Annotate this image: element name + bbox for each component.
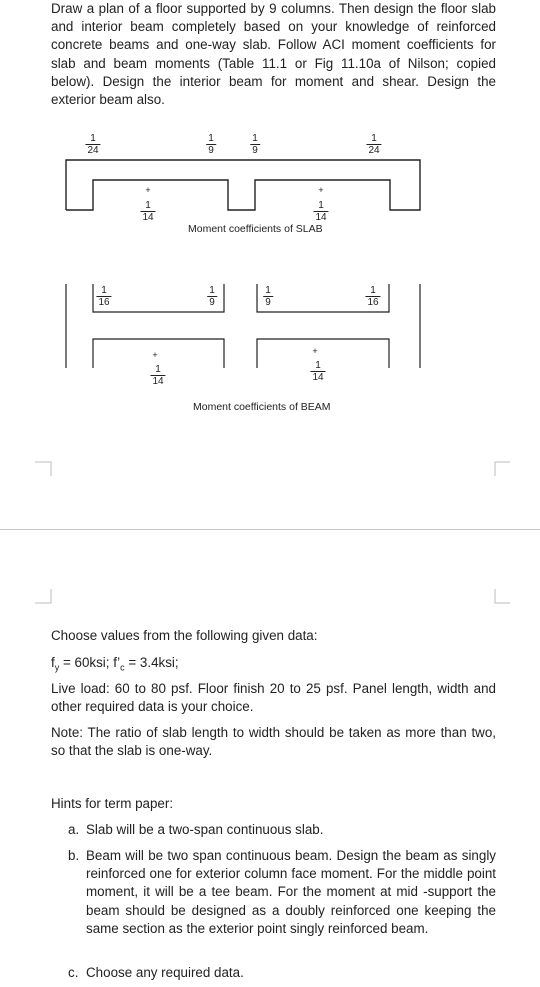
hint-item: b. Beam will be two span continuous beam. Design the beam as singly reinforced one for exterior column face moment. For the middle point moment, it will be a tee beam. For the moment at mid -support the beam should be designed as a doubly reinforced one keeping the same section as the exterior point singly reinforced beam.: [68, 848, 496, 936]
slab-caption: Moment coefficients of SLAB: [188, 223, 323, 235]
beam-coef-right: $\frac{1}{16}$: [367, 285, 379, 308]
live-load-text: Live load: 60 to 80 psf. Floor finish 20 to 25 psf. Panel length, width and other required data is your choice.: [51, 681, 496, 715]
note-text: Note: The ratio of slab length to width should be taken as more than two, so that the slab is one-way.: [51, 725, 496, 759]
beam-sign-left: +: [152, 350, 158, 360]
slab-coef-mid-left: $\frac{1}{9}$: [208, 133, 214, 156]
beam-coef-mid-left: $\frac{1}{9}$: [209, 285, 215, 308]
beam-coef-span-left: $\frac{1}{14}$: [152, 364, 164, 387]
beam-coef-left: $\frac{1}{16}$: [98, 285, 110, 308]
slab-sign-left: +: [145, 185, 151, 195]
beam-coef-mid-right: $\frac{1}{9}$: [265, 285, 271, 308]
slab-coef-right: $\frac{1}{24}$: [368, 133, 380, 156]
beam-coef-span-right: $\frac{1}{14}$: [312, 360, 324, 383]
slab-coef-left: $\frac{1}{24}$: [87, 133, 99, 156]
slab-coef-span-left: $\frac{1}{14}$: [142, 200, 154, 223]
slab-coef-mid-right: $\frac{1}{9}$: [252, 133, 258, 156]
hint-item: a. Slab will be a two-span continuous slab.: [68, 822, 324, 837]
beam-caption: Moment coefficients of BEAM: [193, 401, 331, 413]
intro-paragraph: Draw a plan of a floor supported by 9 columns. Then design the floor slab and interior beam completely based on your knowledge of reinforced concrete beams and one-way slab. Follow ACI moment coefficients for slab and beam moments (Table 11.1 or Fig 11.10a of Nilson; copied below). Design the interior beam for moment and shear. Design the exterior beam also.: [51, 1, 496, 108]
beam-sign-right: +: [312, 346, 318, 356]
slab-coef-span-right: $\frac{1}{14}$: [315, 200, 327, 223]
hints-title: Hints for term paper:: [51, 796, 174, 811]
slab-sign-right: +: [318, 185, 324, 195]
hint-item: c. Choose any required data.: [68, 965, 244, 980]
choose-values-text: Choose values from the following given data:: [51, 628, 318, 643]
material-strengths: $f_y = 60ksi$; $f’_c = 3.4ksi$;: [51, 655, 179, 673]
page-break-divider: [0, 529, 540, 530]
